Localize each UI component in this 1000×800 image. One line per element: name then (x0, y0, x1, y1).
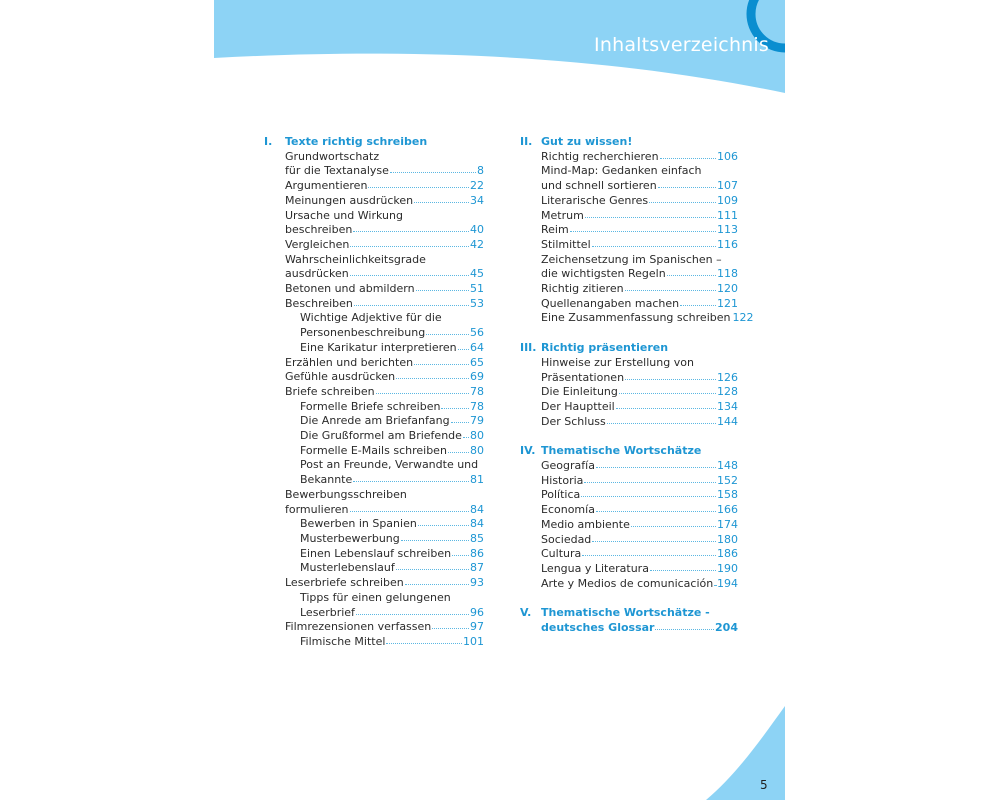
entry-text: Die Einleitung (541, 385, 618, 399)
entry-text: Vergleichen (285, 237, 350, 251)
entry-text: Reim (541, 223, 569, 237)
page-reference[interactable]: 93 (470, 576, 484, 590)
page-reference[interactable]: 84 (470, 517, 484, 531)
entry-text: Metrum (541, 208, 584, 222)
page-reference[interactable]: 97 (470, 620, 484, 634)
page-reference[interactable]: 194 (717, 576, 738, 590)
entry-text: Der Schluss (541, 414, 606, 428)
page-reference[interactable]: 158 (717, 488, 738, 502)
page-reference[interactable]: 81 (470, 473, 484, 487)
page-reference[interactable]: 111 (717, 208, 738, 222)
entry-text: Die Grußformel am Briefende (300, 429, 462, 443)
page-reference[interactable]: 51 (470, 282, 484, 296)
page-reference[interactable]: 42 (470, 237, 484, 251)
entry-text: Bewerbungsschreiben (285, 487, 407, 501)
page-reference[interactable]: 34 (470, 193, 484, 207)
entry-text: Gefühle ausdrücken (285, 370, 396, 384)
section-number: V. (520, 606, 532, 620)
entry-text: ausdrücken (285, 267, 349, 281)
entry-text: Richtig recherchieren (541, 149, 659, 163)
page-reference[interactable]: 180 (717, 532, 738, 546)
entry-text: Beschreiben (285, 296, 353, 310)
entry-text: Bewerben in Spanien (300, 517, 417, 531)
entry-text: Formelle Briefe schreiben (300, 399, 441, 413)
page-reference[interactable]: 53 (470, 296, 484, 310)
entry-text: Geografía (541, 459, 595, 473)
entry-text: Die Anrede am Briefanfang (300, 414, 450, 428)
page-reference[interactable]: 56 (470, 326, 484, 340)
entry-text: für die Textanalyse (285, 164, 389, 178)
entry-text: deutsches Glossar (541, 621, 655, 635)
entry-text: Eine Karikatur interpretieren (300, 340, 457, 354)
entry-text: Historia (541, 473, 584, 487)
entry-text: Mind-Map: Gedanken einfach (541, 164, 702, 178)
page-reference[interactable]: 134 (717, 399, 738, 413)
page-reference[interactable]: 85 (470, 531, 484, 545)
entry-text: Musterlebenslauf (300, 561, 395, 575)
entry-text: Meinungen ausdrücken (285, 193, 414, 207)
entry-text: Eine Zusammenfassung schreiben (541, 311, 731, 325)
page-reference[interactable]: 204 (715, 621, 738, 635)
entry-text: Cultura (541, 547, 582, 561)
page-number: 5 (760, 778, 768, 792)
page-reference[interactable]: 87 (470, 561, 484, 575)
page-reference[interactable]: 22 (470, 179, 484, 193)
entry-text: Erzählen und berichten (285, 355, 414, 369)
page-reference[interactable]: 113 (717, 223, 738, 237)
entry-text: Ursache und Wirkung (285, 208, 403, 222)
entry-text: Musterbewerbung (300, 531, 400, 545)
page-reference[interactable]: 79 (470, 414, 484, 428)
page-reference[interactable]: 78 (470, 384, 484, 398)
page-reference[interactable]: 78 (470, 399, 484, 413)
entry-text: Post an Freunde, Verwandte und (300, 458, 479, 472)
entry-text: Personenbeschreibung (300, 326, 426, 340)
page-reference[interactable]: 86 (470, 546, 484, 560)
page-reference[interactable]: 190 (717, 561, 738, 575)
page-reference[interactable]: 84 (470, 502, 484, 516)
page-title: Inhaltsverzeichnis (594, 34, 769, 56)
entry-text: Grundwortschatz (285, 149, 380, 163)
page-reference[interactable]: 126 (717, 370, 738, 384)
section-number: I. (264, 135, 273, 148)
entry-text: Stilmittel (541, 237, 591, 251)
page-reference[interactable]: 152 (717, 473, 738, 487)
entry-text: Arte y Medios de comunicación (541, 576, 714, 590)
page-reference[interactable]: 186 (717, 547, 738, 561)
section-number: III. (520, 341, 537, 355)
page-reference[interactable]: 174 (717, 517, 738, 531)
page-reference[interactable]: 80 (470, 429, 484, 443)
entry-text: Wahrscheinlichkeitsgrade (285, 252, 426, 266)
section-title[interactable]: Thematische Wortschätze - (541, 606, 710, 620)
entry-text: Richtig zitieren (541, 282, 624, 296)
entry-text: Leserbrief (300, 605, 355, 619)
page-reference[interactable]: 107 (717, 179, 738, 193)
page-reference[interactable]: 116 (717, 237, 738, 251)
entry-text: Hinweise zur Erstellung von (541, 355, 694, 369)
section-number: II. (520, 135, 533, 148)
page-reference[interactable]: 144 (717, 414, 738, 428)
page-reference[interactable]: 121 (717, 296, 738, 310)
section-title[interactable]: Thematische Wortschätze (541, 444, 702, 458)
page-reference[interactable]: 69 (470, 370, 484, 384)
entry-text: Zeichensetzung im Spanischen – (541, 252, 722, 266)
book-page (214, 0, 785, 800)
page-reference[interactable]: 45 (470, 267, 484, 281)
entry-text: Leserbriefe schreiben (285, 576, 404, 590)
entry-text: Präsentationen (541, 370, 625, 384)
page-reference[interactable]: 80 (470, 443, 484, 457)
entry-text: Medio ambiente (541, 517, 630, 531)
page-reference[interactable]: 109 (717, 193, 738, 207)
page-reference[interactable]: 148 (717, 459, 738, 473)
page-reference[interactable]: 122 (732, 311, 754, 325)
entry-text: Filmische Mittel (300, 634, 386, 648)
corner-wave (214, 0, 785, 800)
entry-text: Bekannte (300, 473, 353, 487)
section-title[interactable]: Gut zu wissen! (541, 135, 633, 148)
section-number: IV. (520, 444, 536, 458)
entry-text: Wichtige Adjektive für die (300, 311, 442, 325)
entry-text: Economía (541, 503, 595, 517)
page-reference[interactable]: 120 (717, 282, 738, 296)
entry-text: Sociedad (541, 532, 592, 546)
section-title[interactable]: Richtig präsentieren (541, 341, 669, 355)
entry-text: die wichtigsten Regeln (541, 267, 666, 281)
page-reference[interactable]: 106 (717, 149, 738, 163)
page-reference[interactable]: 64 (470, 340, 484, 354)
entry-text: Lengua y Literatura (541, 561, 649, 575)
corner-wave-shape (706, 706, 785, 800)
entry-text: Tipps für einen gelungenen (300, 590, 451, 604)
entry-text: Política (541, 488, 581, 502)
page-reference[interactable]: 96 (470, 605, 484, 619)
page-reference[interactable]: 101 (463, 634, 484, 648)
page-reference[interactable]: 65 (470, 355, 484, 369)
entry-text: und schnell sortieren (541, 179, 657, 193)
entry-text: Briefe schreiben (285, 384, 375, 398)
entry-text: Betonen und abmildern (285, 282, 415, 296)
page-reference[interactable]: 128 (717, 385, 738, 399)
page-reference[interactable]: 166 (717, 503, 738, 517)
section-title[interactable]: Texte richtig schreiben (285, 135, 428, 148)
entry-text: Filmrezensionen verfassen (285, 620, 432, 634)
entry-text: formulieren (285, 502, 349, 516)
entry-text: beschreiben (285, 223, 353, 237)
entry-text: Einen Lebenslauf schreiben (300, 546, 452, 560)
page-reference[interactable]: 8 (477, 164, 484, 178)
entry-text: Argumentieren (285, 179, 368, 193)
entry-text: Der Hauptteil (541, 399, 615, 413)
page-reference[interactable]: 40 (470, 223, 484, 237)
entry-text: Literarische Genres (541, 193, 649, 207)
entry-text: Quellenangaben machen (541, 296, 680, 310)
entry-text: Formelle E-Mails schreiben (300, 443, 447, 457)
page-reference[interactable]: 118 (717, 267, 738, 281)
